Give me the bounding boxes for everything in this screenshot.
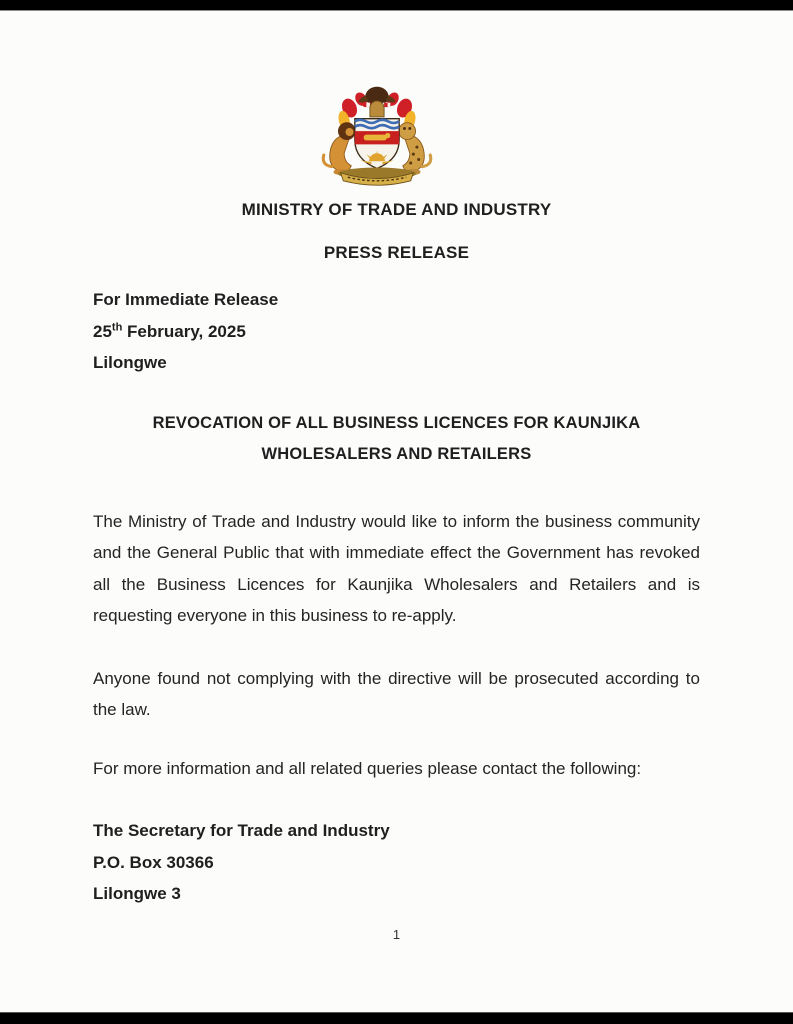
release-city-line: Lilongwe bbox=[93, 353, 167, 372]
paragraph-prosecution: Anyone found not complying with the directive will be prosecuted according to the law. bbox=[93, 668, 700, 719]
for-immediate-release-line: For Immediate Release bbox=[93, 290, 279, 309]
subject-heading bbox=[93, 408, 700, 470]
press-release-heading: PRESS RELEASE bbox=[323, 243, 470, 262]
paragraph-revocation: The Ministry of Trade and Industry would like to inform the business community and the General Public that with immediate effect the Government has revoked all the Business Licences for Kaunjika Wholesalers and Retailers and is requesting everyone in this business to re-apply. bbox=[93, 511, 700, 625]
page-number: 1 bbox=[392, 926, 401, 942]
date-ordinal-suffix: th bbox=[111, 320, 123, 333]
contact-block bbox=[93, 815, 700, 910]
contact-name: The Secretary for Trade and Industry bbox=[93, 821, 390, 840]
contact-city: Lilongwe 3 bbox=[93, 884, 181, 903]
ministry-heading: MINISTRY OF TRADE AND INDUSTRY bbox=[241, 200, 552, 219]
release-info-block bbox=[93, 284, 700, 379]
letterbox-top bbox=[0, 0, 793, 11]
letterbox-bottom bbox=[0, 1012, 793, 1024]
release-date-line: 25th February, 2025 bbox=[93, 320, 246, 341]
document-page bbox=[0, 10, 793, 1013]
malawi-coat-of-arms-icon bbox=[307, 85, 447, 187]
subject-line-1: REVOCATION OF ALL BUSINESS LICENCES FOR KAUNJIKA bbox=[152, 413, 641, 432]
paragraph-contact-intro: For more information and all related queries please contact the following: bbox=[93, 758, 642, 778]
subject-line-2: WHOLESALERS AND RETAILERS bbox=[261, 444, 532, 463]
contact-po-box: P.O. Box 30366 bbox=[93, 852, 214, 872]
